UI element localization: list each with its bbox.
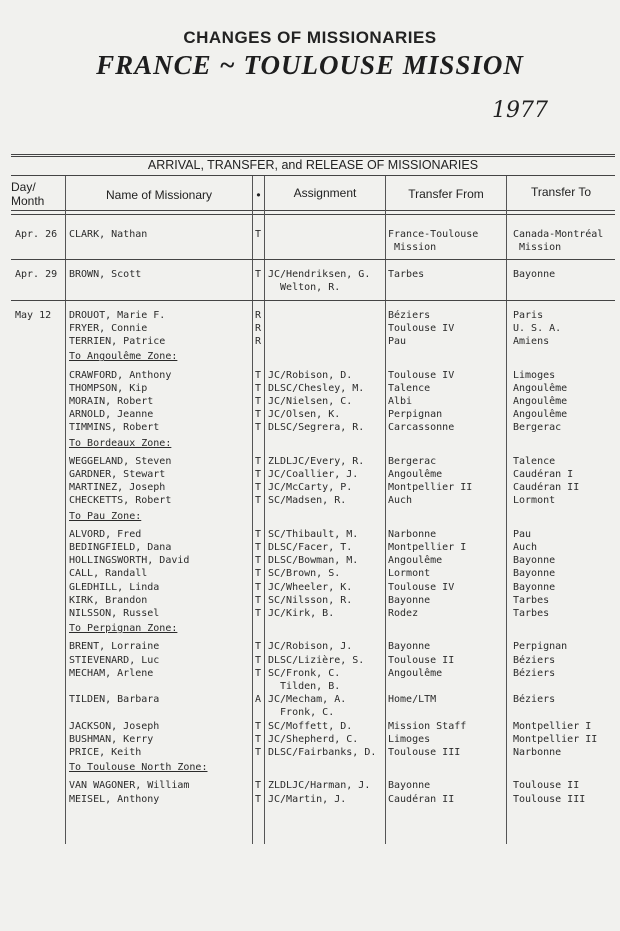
cell-from: Home/LTM [388,694,437,706]
cell-from: Béziers [388,309,431,321]
cell-from: Narbonne [388,528,437,540]
cell-name: KIRK, Brandon [69,594,148,606]
cell-assignment: DLSC/Segrera, R. [268,422,365,434]
cell-code: T [255,780,262,792]
cell-code: T [255,409,262,421]
section-title: ARRIVAL, TRANSFER, and RELEASE OF MISSIONARIES [147,158,479,172]
cell-from: Perpignan [388,409,443,421]
cell-name: MECHAM, Arlene [69,667,154,679]
cell-code: T [255,542,262,553]
cell-to: Perpignan [513,641,568,653]
cell-code: T [255,594,262,606]
cell-to: Limoges [513,369,556,381]
zone-heading: To Bordeaux Zone: [69,437,172,449]
cell-name: STIEVENARD, Luc [69,654,160,666]
cell-name: DROUOT, Marie F. [69,309,166,321]
cell-name: WEGGELAND, Steven [69,455,172,467]
cell-assignment: DLSC/Facer, T. [268,542,353,553]
cell-date: Apr. 29 [15,269,58,281]
zone-heading: To Toulouse North Zone: [69,762,208,774]
cell-to: Montpellier II [513,733,598,745]
cell-name: CHECKETTS, Robert [69,495,172,507]
cell-to: Caudéran II [513,482,580,494]
col-header-transfer-to: Transfer To [530,185,592,199]
cell-assignment: SC/Brown, S. [268,568,341,580]
cell-name: TIMMINS, Robert [69,422,160,434]
cell-date: May 12 [15,309,52,321]
cell-to: Paris [513,309,544,321]
handwritten-year: 1977 [492,98,548,123]
cell-name: JACKSON, Joseph [69,720,160,732]
cell-name: MEISEL, Anthony [69,793,160,805]
cell-code: R [255,323,262,334]
missionary-table [11,154,615,844]
cell-from: Carcassonne [388,422,455,434]
cell-assignment: JC/Robison, D. [268,369,353,381]
cell-code: T [255,269,262,281]
cell-assignment: JC/Coallier, J. [268,469,359,480]
cell-to: Toulouse III [513,793,586,805]
cell-name: CALL, Randall [69,568,148,580]
cell-to: Bergerac [513,422,562,434]
col-header-transfer-from: Transfer From [408,187,484,201]
cell-assignment: JC/Wheeler, K. [268,581,353,593]
cell-assignment: JC/Shepherd, C. [268,733,359,745]
cell-assignment: JC/Mecham, A. Fronk, C. [268,694,347,719]
cell-code: T [255,720,262,732]
cell-from: Bayonne [388,780,431,792]
cell-assignment: SC/Nilsson, R. [268,594,353,606]
cell-to: Auch [513,542,538,553]
cell-from: Angoulême [388,667,443,679]
cell-to: U. S. A. [513,323,562,334]
cell-code: T [255,495,262,507]
cell-assignment: SC/Thibault, M. [268,528,359,540]
cell-from: Toulouse IV [388,369,455,381]
col-header-name: Name of Missionary [105,188,213,202]
cell-to: Bayonne [513,568,556,580]
cell-from: Toulouse IV [388,323,455,334]
row-divider [11,300,615,301]
cell-name: NILSSON, Russel [69,608,160,619]
cell-to: Pau [513,528,532,540]
cell-code: T [255,455,262,467]
cell-name: PRICE, Keith [69,747,142,758]
cell-assignment: ZLDLJC/Harman, J. [268,780,371,792]
cell-to: Bayonne [513,269,556,281]
cell-from: France-Toulouse Mission [388,229,479,253]
col-header-day-month: Day/ Month [11,180,45,208]
cell-code: T [255,555,262,567]
cell-code: T [255,528,262,540]
cell-from: Bergerac [388,455,437,467]
cell-name: TILDEN, Barbara [69,694,160,706]
cell-to: Béziers [513,654,556,666]
cell-assignment: ZLDLJC/Every, R. [268,455,365,467]
cell-to: Canada-Montréal Mission [513,229,604,253]
cell-name: GARDNER, Stewart [69,469,166,480]
cell-code: T [255,469,262,480]
cell-to: Montpellier I [513,720,592,732]
cell-code: T [255,369,262,381]
cell-assignment: SC/Madsen, R. [268,495,347,507]
mission-title: FRANCE ~ TOULOUSE MISSION [96,50,524,80]
cell-from: Angoulême [388,469,443,480]
cell-code: T [255,641,262,653]
cell-date: Apr. 26 [15,229,58,240]
cell-to: Talence [513,455,556,467]
cell-name: TERRIEN, Patrice [69,336,166,348]
zone-heading: To Pau Zone: [69,510,142,522]
col-header-assignment: Assignment [293,186,357,200]
cell-assignment: JC/Robison, J. [268,641,353,653]
cell-name: GLEDHILL, Linda [69,581,160,593]
cell-to: Bayonne [513,581,556,593]
cell-code: T [255,396,262,407]
cell-code: T [255,793,262,805]
cell-to: Tarbes [513,594,550,606]
cell-to: Angoulême [513,396,568,407]
row-divider [11,259,615,260]
cell-name: ALVORD, Fred [69,528,142,540]
cell-to: Béziers [513,667,556,679]
cell-from: Toulouse III [388,747,461,758]
cell-from: Pau [388,336,407,348]
cell-assignment: JC/Martin, J. [268,793,347,805]
cell-from: Caudéran II [388,793,455,805]
cell-assignment: DLSC/Lizière, S. [268,654,365,666]
cell-from: Montpellier I [388,542,467,553]
cell-name: BUSHMAN, Kerry [69,733,154,745]
cell-to: Narbonne [513,747,562,758]
cell-code: T [255,747,262,758]
cell-code: T [255,608,262,619]
cell-assignment: DLSC/Fairbanks, D. [268,747,377,758]
cell-from: Auch [388,495,413,507]
cell-from: Montpellier II [388,482,473,494]
cell-assignment: JC/Olsen, K. [268,409,341,421]
cell-to: Amiens [513,336,550,348]
col-header-code: • [256,188,261,202]
cell-to: Caudéran I [513,469,574,480]
cell-assignment: JC/Kirk, B. [268,608,335,619]
cell-from: Bayonne [388,641,431,653]
cell-code: T [255,382,262,394]
cell-assignment: DLSC/Chesley, M. [268,382,365,394]
cell-from: Toulouse II [388,654,455,666]
cell-from: Bayonne [388,594,431,606]
cell-from: Limoges [388,733,431,745]
cell-from: Talence [388,382,431,394]
cell-name: THOMPSON, Kip [69,382,148,394]
cell-from: Albi [388,396,413,407]
cell-to: Tarbes [513,608,550,619]
cell-from: Lormont [388,568,431,580]
cell-name: FRYER, Connie [69,323,148,334]
cell-code: R [255,309,262,321]
cell-name: BRENT, Lorraine [69,641,160,653]
cell-code: T [255,667,262,679]
cell-to: Angoulême [513,382,568,394]
cell-name: VAN WAGONER, William [69,780,190,792]
cell-assignment: JC/Hendriksen, G. Welton, R. [268,269,371,294]
cell-assignment: JC/Nielsen, C. [268,396,353,407]
cell-assignment: SC/Moffett, D. [268,720,353,732]
cell-from: Angoulême [388,555,443,567]
cell-to: Lormont [513,495,556,507]
document-title: CHANGES OF MISSIONARIES [183,28,437,47]
cell-code: T [255,568,262,580]
cell-from: Rodez [388,608,419,619]
cell-assignment: DLSC/Bowman, M. [268,555,359,567]
cell-to: Angoulême [513,409,568,421]
cell-from: Toulouse IV [388,581,455,593]
cell-from: Mission Staff [388,720,467,732]
cell-code: A [255,694,262,706]
cell-code: T [255,581,262,593]
cell-code: T [255,733,262,745]
cell-name: BROWN, Scott [69,269,142,281]
cell-to: Béziers [513,694,556,706]
cell-name: HOLLINGSWORTH, David [69,555,190,567]
cell-assignment: JC/McCarty, P. [268,482,353,494]
cell-to: Toulouse II [513,780,580,792]
cell-to: Bayonne [513,555,556,567]
zone-heading: To Perpignan Zone: [69,623,178,635]
cell-assignment: SC/Fronk, C. Tilden, B. [268,667,341,692]
zone-heading: To Angoulême Zone: [69,351,178,363]
cell-name: MARTINEZ, Joseph [69,482,166,494]
cell-name: CRAWFORD, Anthony [69,369,172,381]
cell-code: T [255,229,262,240]
cell-from: Tarbes [388,269,425,281]
cell-name: MORAIN, Robert [69,396,154,407]
cell-code: R [255,336,262,348]
cell-code: T [255,482,262,494]
cell-name: BEDINGFIELD, Dana [69,542,172,553]
cell-name: CLARK, Nathan [69,229,148,240]
cell-name: ARNOLD, Jeanne [69,409,154,421]
cell-code: T [255,654,262,666]
cell-code: T [255,422,262,434]
